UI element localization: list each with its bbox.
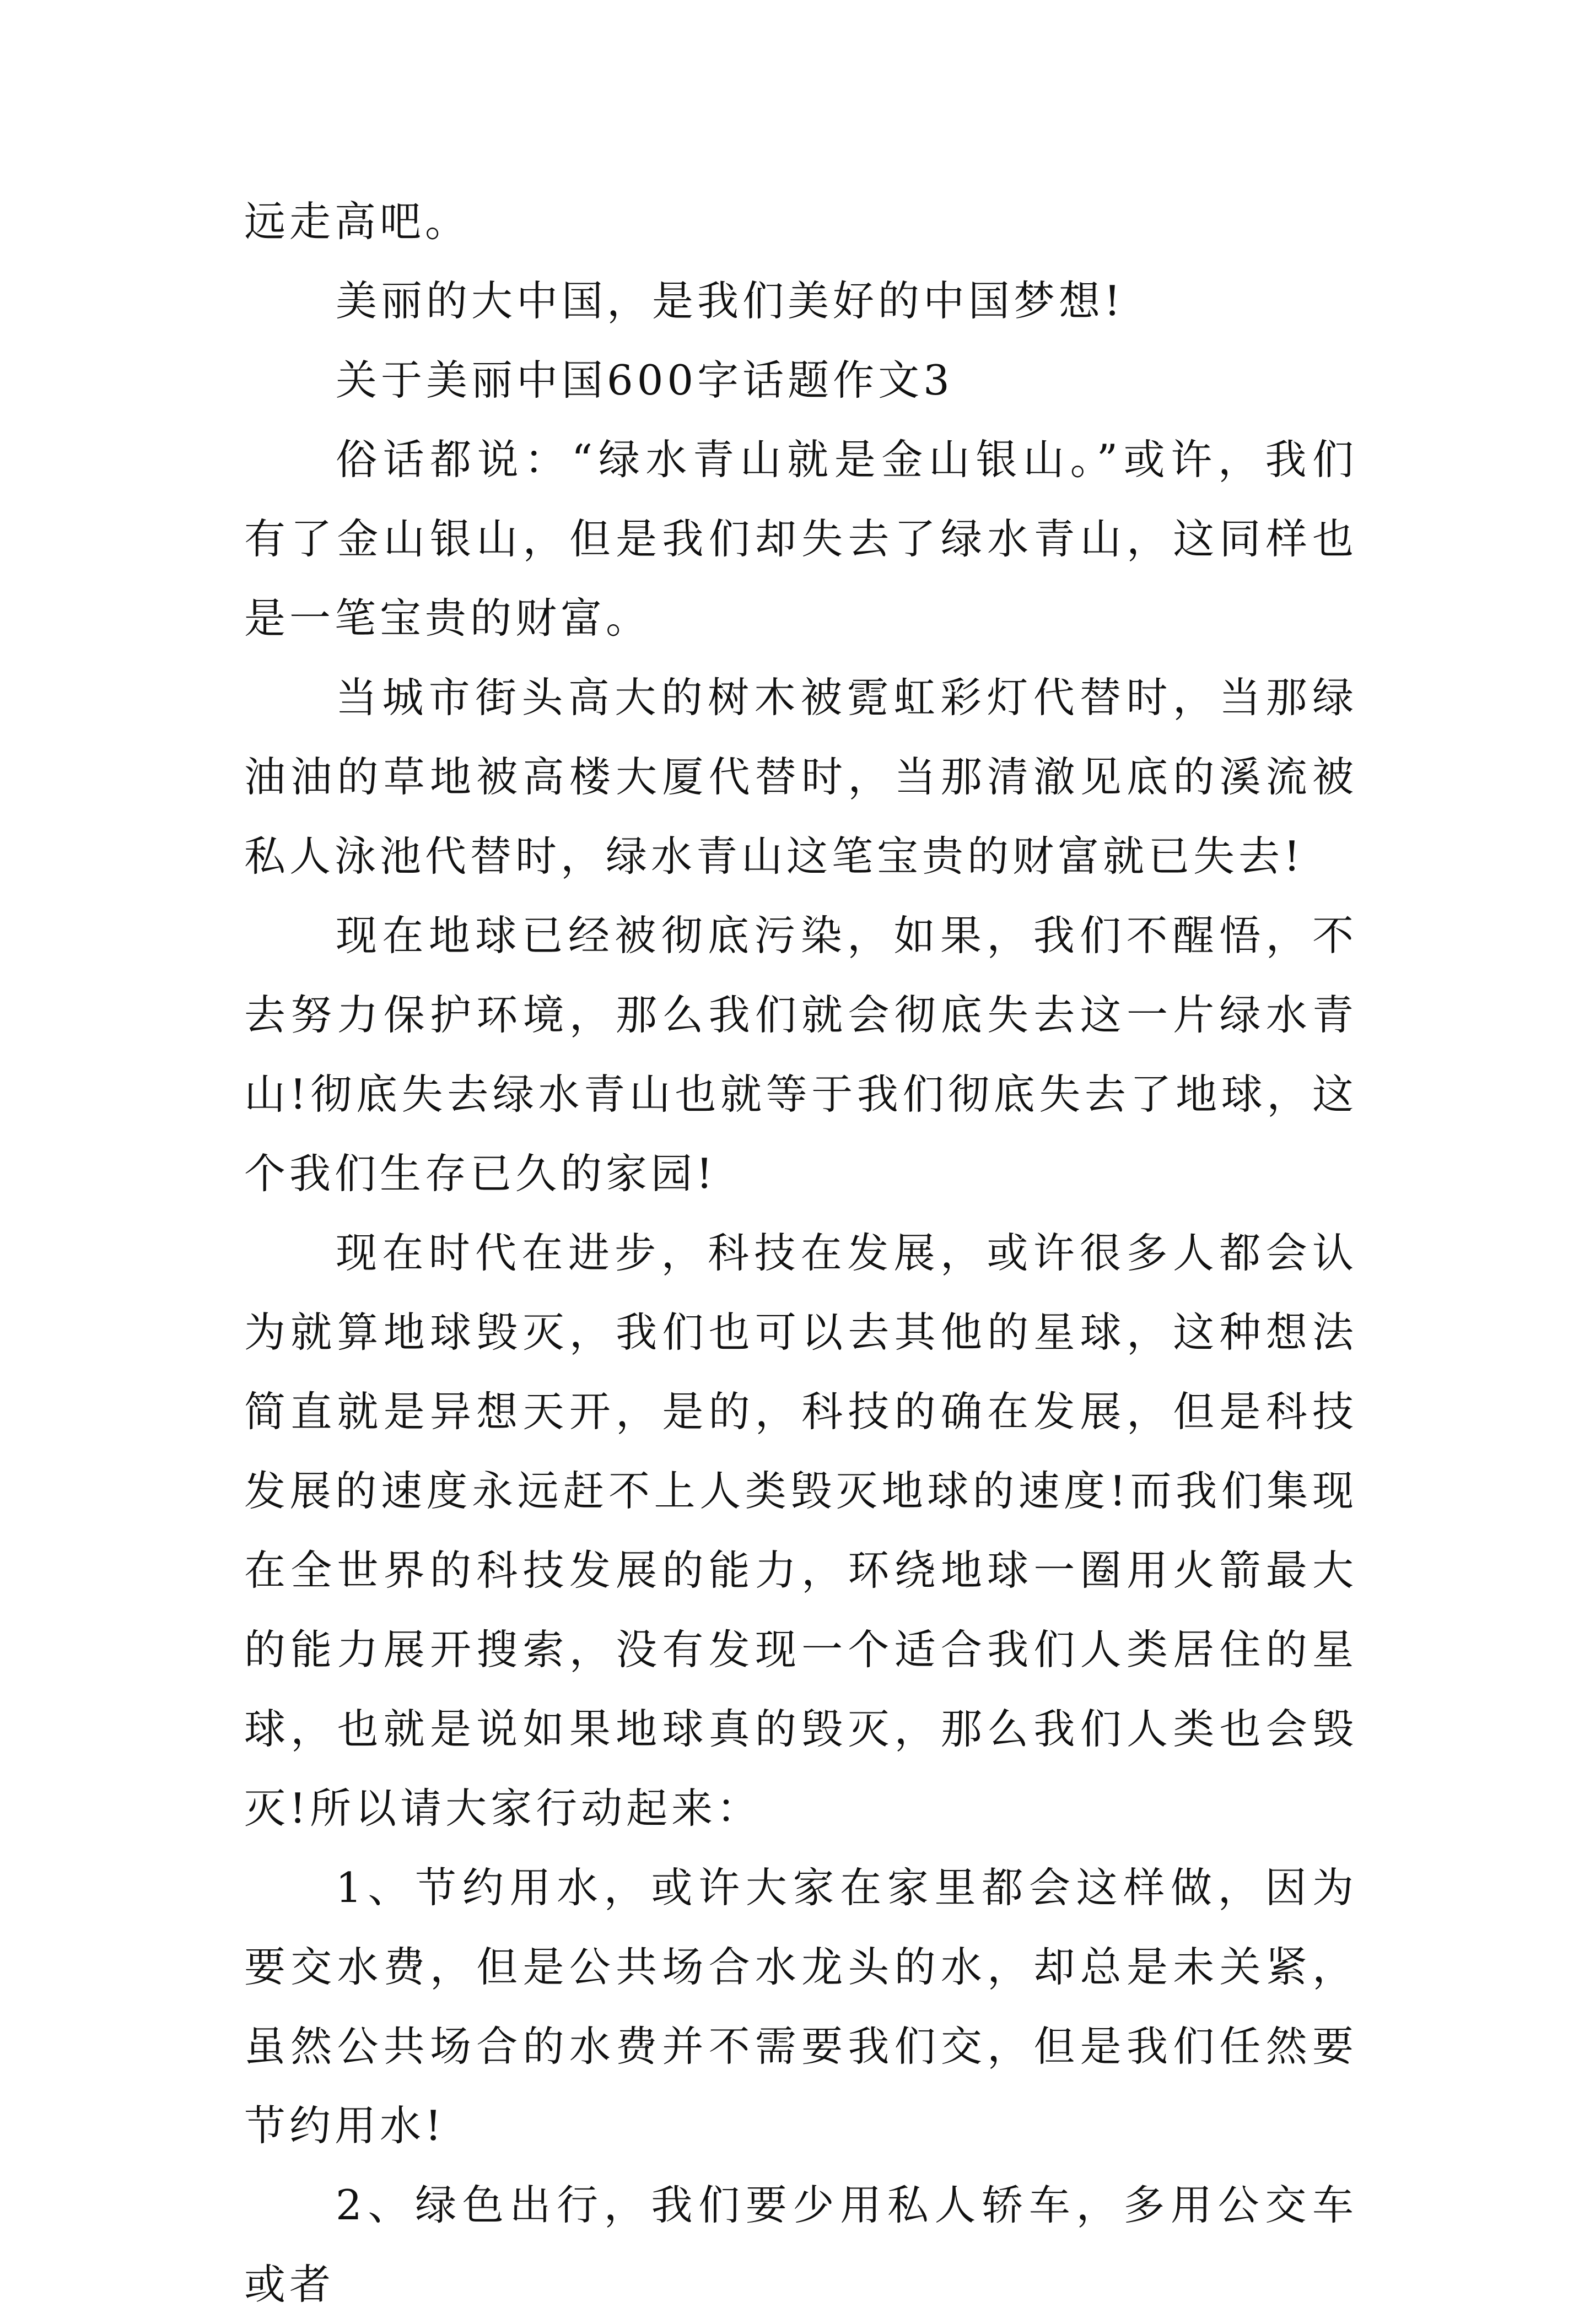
paragraph-continuation: 远走高吧。 <box>244 197 471 246</box>
list-item: 1、节约用水，或许大家在家里都会这样做，因为要交水费，但是公共场合水龙头的水，却总是未关紧，虽然公共场合的水费并不需要我们交，但是我们任然要节约用水! <box>244 1863 1357 2150</box>
document-body <box>244 182 1357 2324</box>
paragraph: 美丽的大中国，是我们美好的中国梦想! <box>336 277 1125 325</box>
list-item: 2、绿色出行，我们要少用私人轿车，多用公交车或者 <box>244 2181 1357 2309</box>
paragraph: 现在时代在进步，科技在发展，或许很多人都会认为就算地球毁灭，我们也可以去其他的星球，这种想法简直就是异想天开，是的，科技的确在发展，但是科技发展的速度永远赶不上人类毁灭地球的速度!而我们集现在全世界的科技发展的能力，环绕地球一圈用火箭最大的能力展开搜索，没有发现一个适合我们人类居住的星球，也就是说如果地球真的毁灭，那么我们人类也会毁灭!所以请大家行动起来： <box>244 1229 1357 1833</box>
paragraph: 俗话都说：“绿水青山就是金山银山。”或许，我们有了金山银山，但是我们却失去了绿水青山，这同样也是一笔宝贵的财富。 <box>244 435 1357 642</box>
paragraph: 现在地球已经被彻底污染，如果，我们不醒悟，不去努力保护环境，那么我们就会彻底失去这一片绿水青山!彻底失去绿水青山也就等于我们彻底失去了地球，这个我们生存已久的家园! <box>244 911 1357 1198</box>
paragraph: 当城市街头高大的树木被霓虹彩灯代替时，当那绿油油的草地被高楼大厦代替时，当那清澈见底的溪流被私人泳池代替时，绿水青山这笔宝贵的财富就已失去! <box>244 673 1357 880</box>
section-heading: 关于美丽中国600字话题作文3 <box>336 356 953 404</box>
